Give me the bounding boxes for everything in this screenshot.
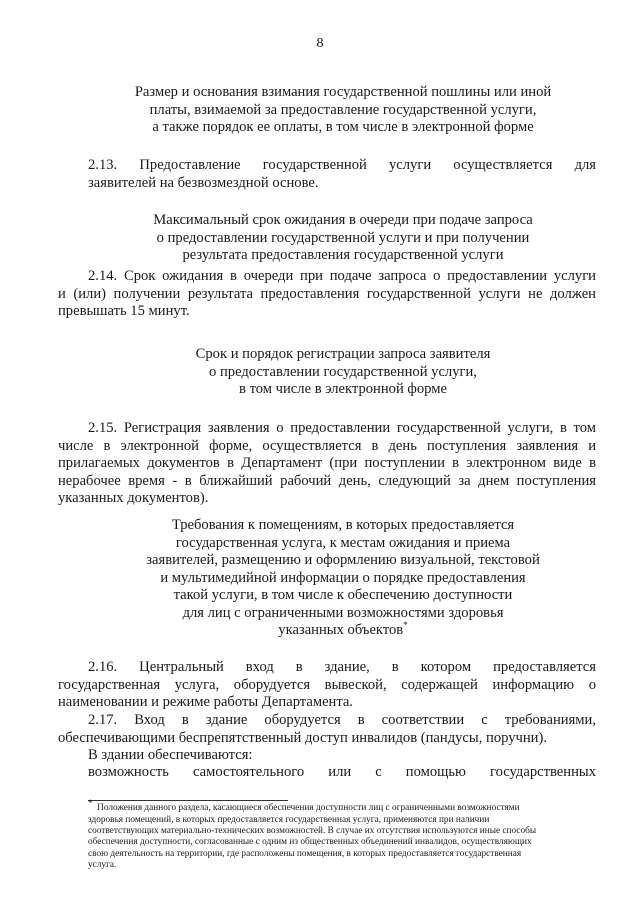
heading-line: государственная услуга, к местам ожидания и приема xyxy=(175,534,511,551)
heading-line-text: указанных объектов xyxy=(278,622,404,638)
paragraph-line: 2.14. Срок ожидания в очереди при подаче запроса о предоставлении услуги xyxy=(88,268,596,284)
heading-line xyxy=(88,622,598,640)
heading-fee xyxy=(88,84,598,137)
footnote-line: услуга. xyxy=(88,860,117,871)
heading-line: о предоставлении государственной услуги и при получении xyxy=(156,229,530,246)
footnote-marker: * xyxy=(88,798,93,808)
paragraph-2-16 xyxy=(58,659,596,712)
footnote xyxy=(88,798,596,872)
paragraph-possibility xyxy=(88,764,596,782)
paragraph-line: указанных документов). xyxy=(58,490,209,506)
heading-line: платы, взимаемой за предоставление государственной услуги, xyxy=(149,101,537,118)
heading-line: и мультимедийной информации о порядке предоставления xyxy=(160,569,526,586)
paragraph-line: 2.13. Предоставление государственной услуги осуществляется для xyxy=(88,157,596,173)
footnote-line: соответствующих материально-технических возможностей. В случае их отсутствия используются иные способы xyxy=(88,825,537,836)
paragraph-line: 2.16. Центральный вход в здание, в котором предоставляется xyxy=(88,659,596,675)
heading-line: в том числе в электронной форме xyxy=(239,381,447,397)
paragraph-line: В здании обеспечиваются: xyxy=(88,747,253,763)
footnote-marker: * xyxy=(403,620,408,631)
heading-line: а также порядок ее оплаты, в том числе в электронной форме xyxy=(152,119,534,135)
paragraph-line: возможность самостоятельного или с помощью государственных xyxy=(88,764,596,780)
paragraph-2-13 xyxy=(88,157,596,192)
paragraph-2-17 xyxy=(58,712,596,747)
heading-line: заявителей, размещению и оформлению визуальной, текстовой xyxy=(146,552,540,568)
footnote-line: здоровья помещений, в которых предоставляется государственная услуга, применяются при наличии xyxy=(88,814,490,825)
heading-queue-time xyxy=(88,212,598,265)
paragraph-line: обеспечивающими беспрепятственный доступ инвалидов (пандусы, поручни). xyxy=(58,729,547,746)
heading-line: результата предоставления государственной услуги xyxy=(182,247,504,263)
paragraph-line: и (или) получении результата предоставления государственной услуги не должен xyxy=(58,285,596,302)
heading-line: Требования к помещениям, в которых предоставляется xyxy=(171,517,515,533)
heading-line: о предоставлении государственной услуги, xyxy=(209,363,477,380)
page-number: 8 xyxy=(316,36,324,51)
heading-line: для лиц с ограниченными возможностями здоровья xyxy=(182,604,504,621)
footnote-line: обеспечения доступности, согласованные с одним из общественных объединений инвалидов, осуществляющих xyxy=(88,837,532,848)
paragraph-2-14 xyxy=(58,268,596,321)
heading-line: такой услуги, в том числе к обеспечению доступности xyxy=(173,587,513,603)
paragraph-line: превышать 15 минут. xyxy=(58,303,190,319)
heading-line: Срок и порядок регистрации запроса заявителя xyxy=(195,346,491,362)
footnote-line xyxy=(88,798,596,815)
paragraph-line: числе в электронной форме, осуществляется в день поступления заявления и xyxy=(58,437,596,454)
footnote-divider xyxy=(88,800,288,801)
paragraph-line: нерабочее время - в ближайший рабочий день, следующий за днем поступления xyxy=(58,472,596,489)
footnote-line: свою деятельность на территории, где расположены помещения, в которых предоставляется государственная xyxy=(88,848,522,859)
heading-line: Максимальный срок ожидания в очереди при подаче запроса xyxy=(153,212,533,228)
paragraph-line: государственная услуга, оборудуется вывеской, содержащей информацию о xyxy=(58,676,596,693)
heading-registration xyxy=(88,346,598,399)
footnote-text: Положения данного раздела, касающиеся обеспечения доступности лиц с ограниченными возможностями xyxy=(97,803,520,814)
paragraph-in-building xyxy=(88,747,596,765)
paragraph-line: заявителей на безвозмездной основе. xyxy=(88,174,319,191)
paragraph-2-15 xyxy=(58,420,596,508)
paragraph-line: 2.15. Регистрация заявления о предоставлении государственной услуги, в том xyxy=(88,420,596,436)
heading-premises xyxy=(88,517,598,640)
paragraph-line: прилагаемых документов в Департамент (при поступлении в электронном виде в xyxy=(58,455,596,471)
heading-line: Размер и основания взимания государственной пошлины или иной xyxy=(134,84,552,100)
paragraph-line: 2.17. Вход в здание оборудуется в соответствии с требованиями, xyxy=(88,712,596,728)
paragraph-line: наименовании и режиме работы Департамента. xyxy=(58,694,354,710)
